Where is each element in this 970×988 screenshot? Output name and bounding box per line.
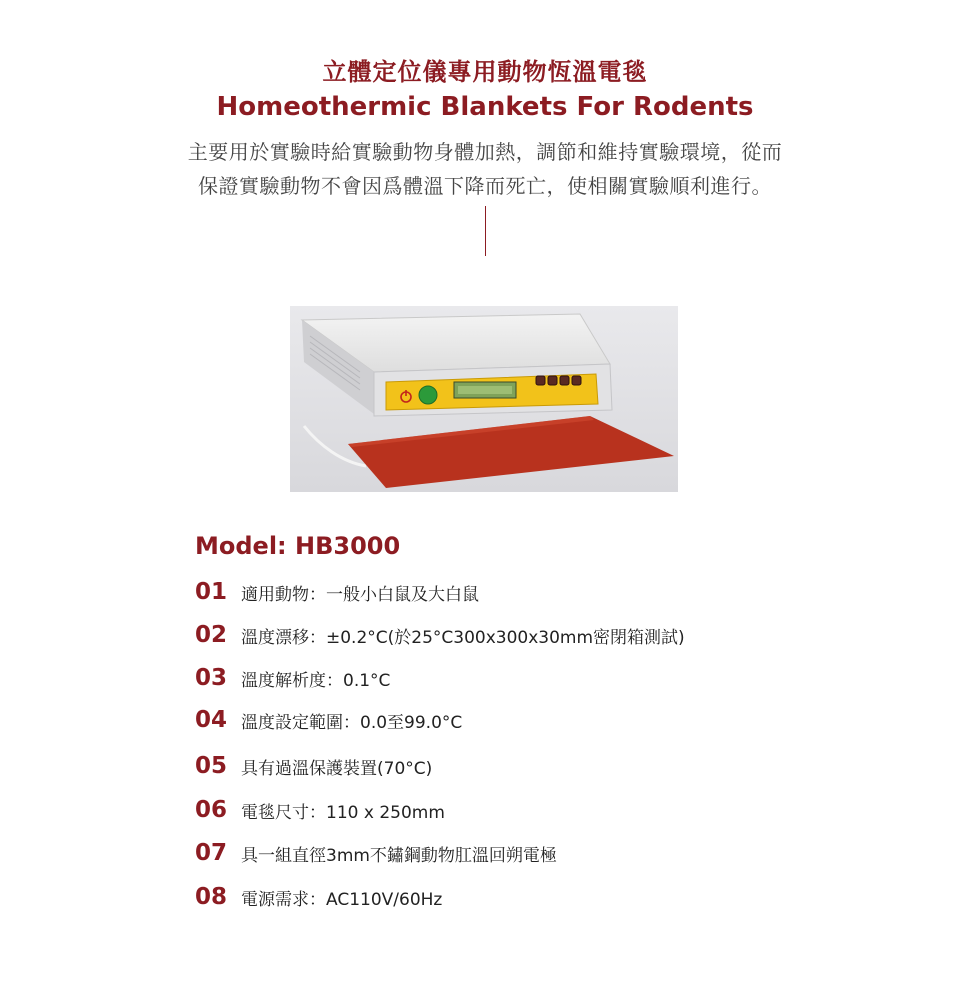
spec-number: 01 [195, 579, 228, 605]
spec-item [195, 620, 685, 650]
model-number: Model: HB3000 [195, 532, 401, 560]
spec-text: 具一組直徑3mm不鏽鋼動物肛溫回朔電極 [241, 845, 557, 866]
vertical-divider [485, 206, 486, 256]
spec-item [195, 663, 390, 693]
spec-number: 07 [195, 840, 228, 866]
spec-text: 具有過溫保護裝置(70°C) [241, 758, 433, 779]
spec-item [195, 577, 479, 607]
spec-text: 溫度解析度：0.1°C [241, 670, 391, 691]
spec-number: 08 [195, 884, 228, 910]
spec-text: 電毯尺寸：110 x 250mm [241, 802, 445, 823]
spec-text: 適用動物：一般小白鼠及大白鼠 [241, 584, 479, 605]
spec-number: 02 [195, 622, 228, 648]
spec-item [195, 882, 442, 912]
spec-number: 04 [195, 707, 228, 733]
spec-item [195, 705, 462, 735]
description-line-2: 保證實驗動物不會因爲體溫下降而死亡，使相關實驗順利進行。 [198, 174, 772, 198]
description-line-1: 主要用於實驗時給實驗動物身體加熱，調節和維持實驗環境，從而 [187, 140, 783, 164]
spec-text: 電源需求：AC110V/60Hz [241, 889, 443, 910]
spec-number: 03 [195, 665, 228, 691]
spec-number: 06 [195, 797, 228, 823]
spec-number: 05 [195, 753, 228, 779]
spec-item [195, 795, 445, 825]
spec-text: 溫度設定範圍：0.0至99.0°C [241, 712, 463, 733]
page-title-chinese: 立體定位儀專用動物恆溫電毯 [322, 58, 648, 86]
product-photo [290, 306, 678, 492]
page-title-english: Homeothermic Blankets For Rodents [216, 92, 754, 122]
spec-text: 溫度漂移：±0.2°C(於25°C300x300x30mm密閉箱測試) [241, 627, 685, 648]
spec-item [195, 751, 432, 781]
spec-item [195, 838, 557, 868]
